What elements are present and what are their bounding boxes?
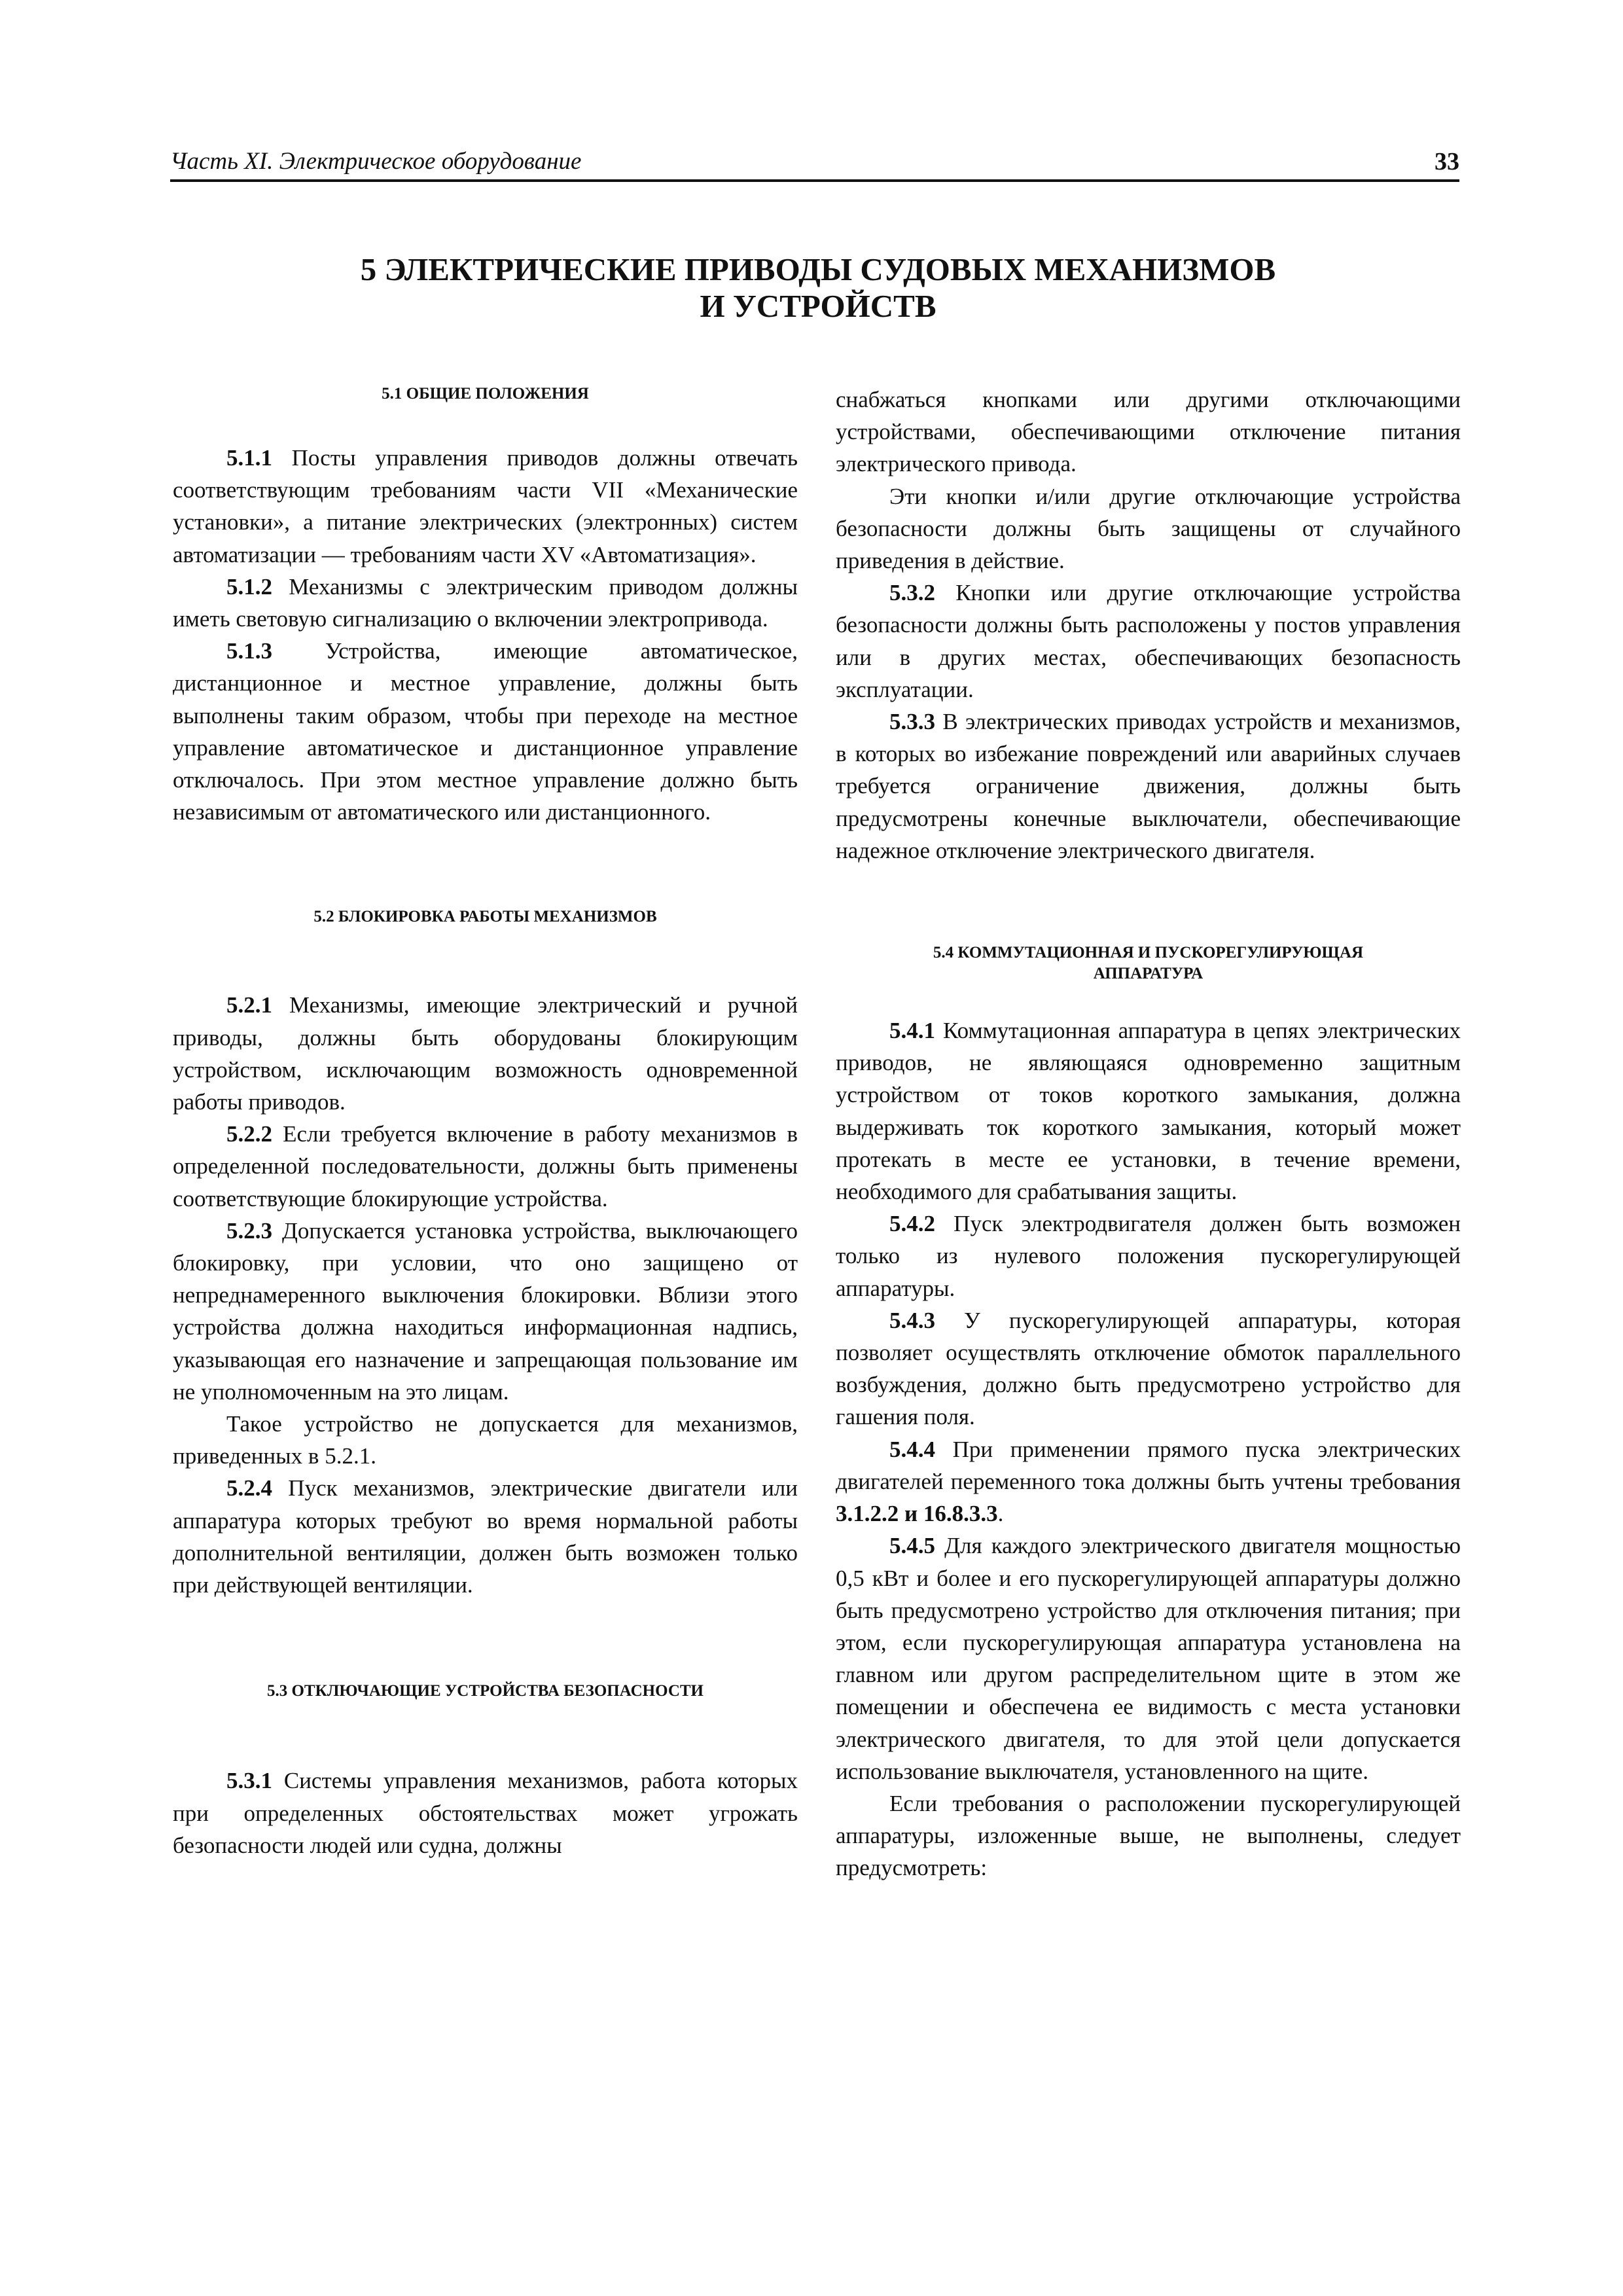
paragraph-number: 5.4.4: [889, 1436, 935, 1462]
paragraph-5-2-1: [173, 989, 798, 1118]
paragraph-text: Устройства, имеющие автоматическое, дистанционное и местное управление, должны быть выполнены таким образом, чтобы при переходе на местное управление автоматическое и дистанционное управление отключалось. При этом местное управление должно быть независимым от автоматического или дистанционного.: [173, 638, 798, 825]
paragraph-5-2-3: [173, 1215, 798, 1408]
section-5-4-title-line-2: АППАРАТУРА: [1093, 965, 1204, 983]
paragraph-5-4-1: [836, 1014, 1461, 1208]
paragraph-number: 5.2.2: [226, 1121, 272, 1147]
chapter-title: [262, 251, 1374, 325]
paragraph-number: 5.1.2: [226, 573, 272, 600]
chapter-title-line-1: 5 ЭЛЕКТРИЧЕСКИЕ ПРИВОДЫ СУДОВЫХ МЕХАНИЗМОВ: [360, 251, 1276, 287]
page-number: 33: [1435, 148, 1459, 175]
paragraph-text-end: .: [997, 1501, 1004, 1527]
paragraph-number: 5.4.5: [889, 1533, 935, 1559]
paragraph-number: 5.3.1: [226, 1768, 272, 1794]
paragraph-text: Коммутационная аппаратура в цепях электрических приводов, не являющаяся одновременно защитным устройством от токов короткого замыкания, должна выдерживать ток короткого замыкания, который может протекать в месте ее установки, в течение времени, необходимого для срабатывания защиты.: [836, 1018, 1461, 1205]
right-column: [836, 384, 1461, 1884]
paragraph-text: Кнопки или другие отключающие устройства безопасности должны быть расположены у постов управления или в других местах, обеспечивающих безопасность эксплуатации.: [836, 580, 1461, 702]
paragraph-number: 5.4.3: [889, 1307, 935, 1333]
paragraph-text: Если требуется включение в работу механизмов в определенной последовательности, должны быть применены соответствующие блокирующие устройства.: [173, 1121, 798, 1211]
paragraph-5-1-1: [173, 442, 798, 571]
paragraph-text: Механизмы с электрическим приводом должны иметь световую сигнализацию о включении электропривода.: [173, 573, 798, 632]
cross-reference: 3.1.2.2 и 16.8.3.3: [836, 1501, 998, 1527]
paragraph-text: Для каждого электрического двигателя мощностью 0,5 кВт и более и его пускорегулирующей аппаратуры должно быть предусмотрено устройство для отключения питания; при этом, если пускорегулирующая аппаратура установлена на главном или другом распределительном щите в этом же помещении и обеспечена ее видимость с места установки электрического двигателя, то для этой цели допускается использование выключателя, установленного на щите.: [836, 1533, 1461, 1784]
section-5-4-title: [836, 942, 1461, 984]
paragraph-5-3-1: [173, 1765, 798, 1861]
paragraph-text: В электрических приводах устройств и механизмов, в которых во избежание повреждений или аварийных случаев требуется ограничение движения, должны быть предусмотрены конечные выключатели, обеспечивающие надежное отключение электрического двигателя.: [836, 709, 1461, 863]
paragraph-5-4-2: [836, 1208, 1461, 1304]
paragraph-number: 5.3.3: [889, 709, 935, 735]
paragraph-number: 5.4.2: [889, 1211, 935, 1237]
paragraph-5-4-5: [836, 1530, 1461, 1787]
paragraph-text: Допускается установка устройства, выключающего блокировку, при условии, что оно защищено от непреднамеренного выключения блокировки. Вблизи этого устройства должна находиться информационная надпись, указывающая его назначение и запрещающая пользование им не уполномоченным на это лицам.: [173, 1217, 798, 1405]
paragraph-5-2-4: [173, 1472, 798, 1601]
paragraph-5-2-3-note: Такое устройство не допускается для механизмов, приведенных в 5.2.1.: [173, 1411, 798, 1469]
paragraph-5-4-3: [836, 1304, 1461, 1433]
left-column: [173, 384, 798, 1861]
paragraph-5-3-3: [836, 706, 1461, 867]
paragraph-text: При применении прямого пуска электрических двигателей переменного тока должны быть учтены требования: [836, 1436, 1461, 1494]
section-5-3-title: 5.3 ОТКЛЮЧАЮЩИЕ УСТРОЙСТВА БЕЗОПАСНОСТИ: [266, 1682, 704, 1700]
paragraph-5-1-3: [173, 635, 798, 828]
paragraph-text: Пуск механизмов, электрические двигатели или аппаратура которых требуют во время нормальной работы дополнительной вентиляции, должен быть возможен только при действующей вентиляции.: [173, 1475, 798, 1598]
paragraph-text: Механизмы, имеющие электрический и ручной приводы, должны быть оборудованы блокирующим устройством, исключающим возможность одновременной работы приводов.: [173, 992, 798, 1115]
paragraph-5-1-2: [173, 571, 798, 635]
paragraph-number: 5.2.1: [226, 992, 272, 1018]
section-5-2-title: 5.2 БЛОКИРОВКА РАБОТЫ МЕХАНИЗМОВ: [313, 908, 657, 926]
running-header: [170, 147, 1459, 182]
header-part-title: Часть XI. Электрическое оборудование: [170, 148, 582, 175]
paragraph-text: Посты управления приводов должны отвечать соответствующим требованиям части VII «Механические установки», а питание электрических (электронных) систем автоматизации — требованиям части XV «Автоматизация».: [173, 445, 798, 567]
paragraph-number: 5.2.3: [226, 1217, 272, 1244]
paragraph-5-4-5-note: Если требования о расположении пускорегулирующей аппаратуры, изложенные выше, не выполнены, следует предусмотреть:: [836, 1790, 1461, 1881]
paragraph-number: 5.4.1: [889, 1018, 935, 1044]
paragraph-text: Системы управления механизмов, работа которых при определенных обстоятельствах может угрожать безопасности людей или судна, должны: [173, 1768, 798, 1858]
paragraph-number: 5.1.3: [226, 638, 272, 664]
paragraph-5-2-2: [173, 1118, 798, 1215]
paragraph-number: 5.2.4: [226, 1475, 272, 1501]
paragraph-5-3-1-continued: снабжаться кнопками или другими отключающими устройствами, обеспечивающими отключение питания электрического привода.: [836, 387, 1461, 477]
paragraph-number: 5.3.2: [889, 580, 935, 606]
paragraph-text: Пуск электродвигателя должен быть возможен только из нулевого положения пускорегулирующей аппаратуры.: [836, 1211, 1461, 1301]
paragraph-5-3-2: [836, 577, 1461, 706]
paragraph-5-3-1-note: Эти кнопки и/или другие отключающие устройства безопасности должны быть защищены от случайного приведения в действие.: [836, 483, 1461, 574]
paragraph-number: 5.1.1: [226, 445, 272, 471]
section-5-4-title-line-1: 5.4 КОММУТАЦИОННАЯ И ПУСКОРЕГУЛИРУЮЩАЯ: [933, 944, 1364, 962]
paragraph-5-4-4: [836, 1433, 1461, 1530]
chapter-title-line-2: И УСТРОЙСТВ: [700, 288, 936, 324]
paragraph-text: У пускорегулирующей аппаратуры, которая позволяет осуществлять отключение обмоток параллельного возбуждения, должно быть предусмотрено устройство для гашения поля.: [836, 1307, 1461, 1430]
section-5-1-title: 5.1 ОБЩИЕ ПОЛОЖЕНИЯ: [382, 385, 589, 403]
